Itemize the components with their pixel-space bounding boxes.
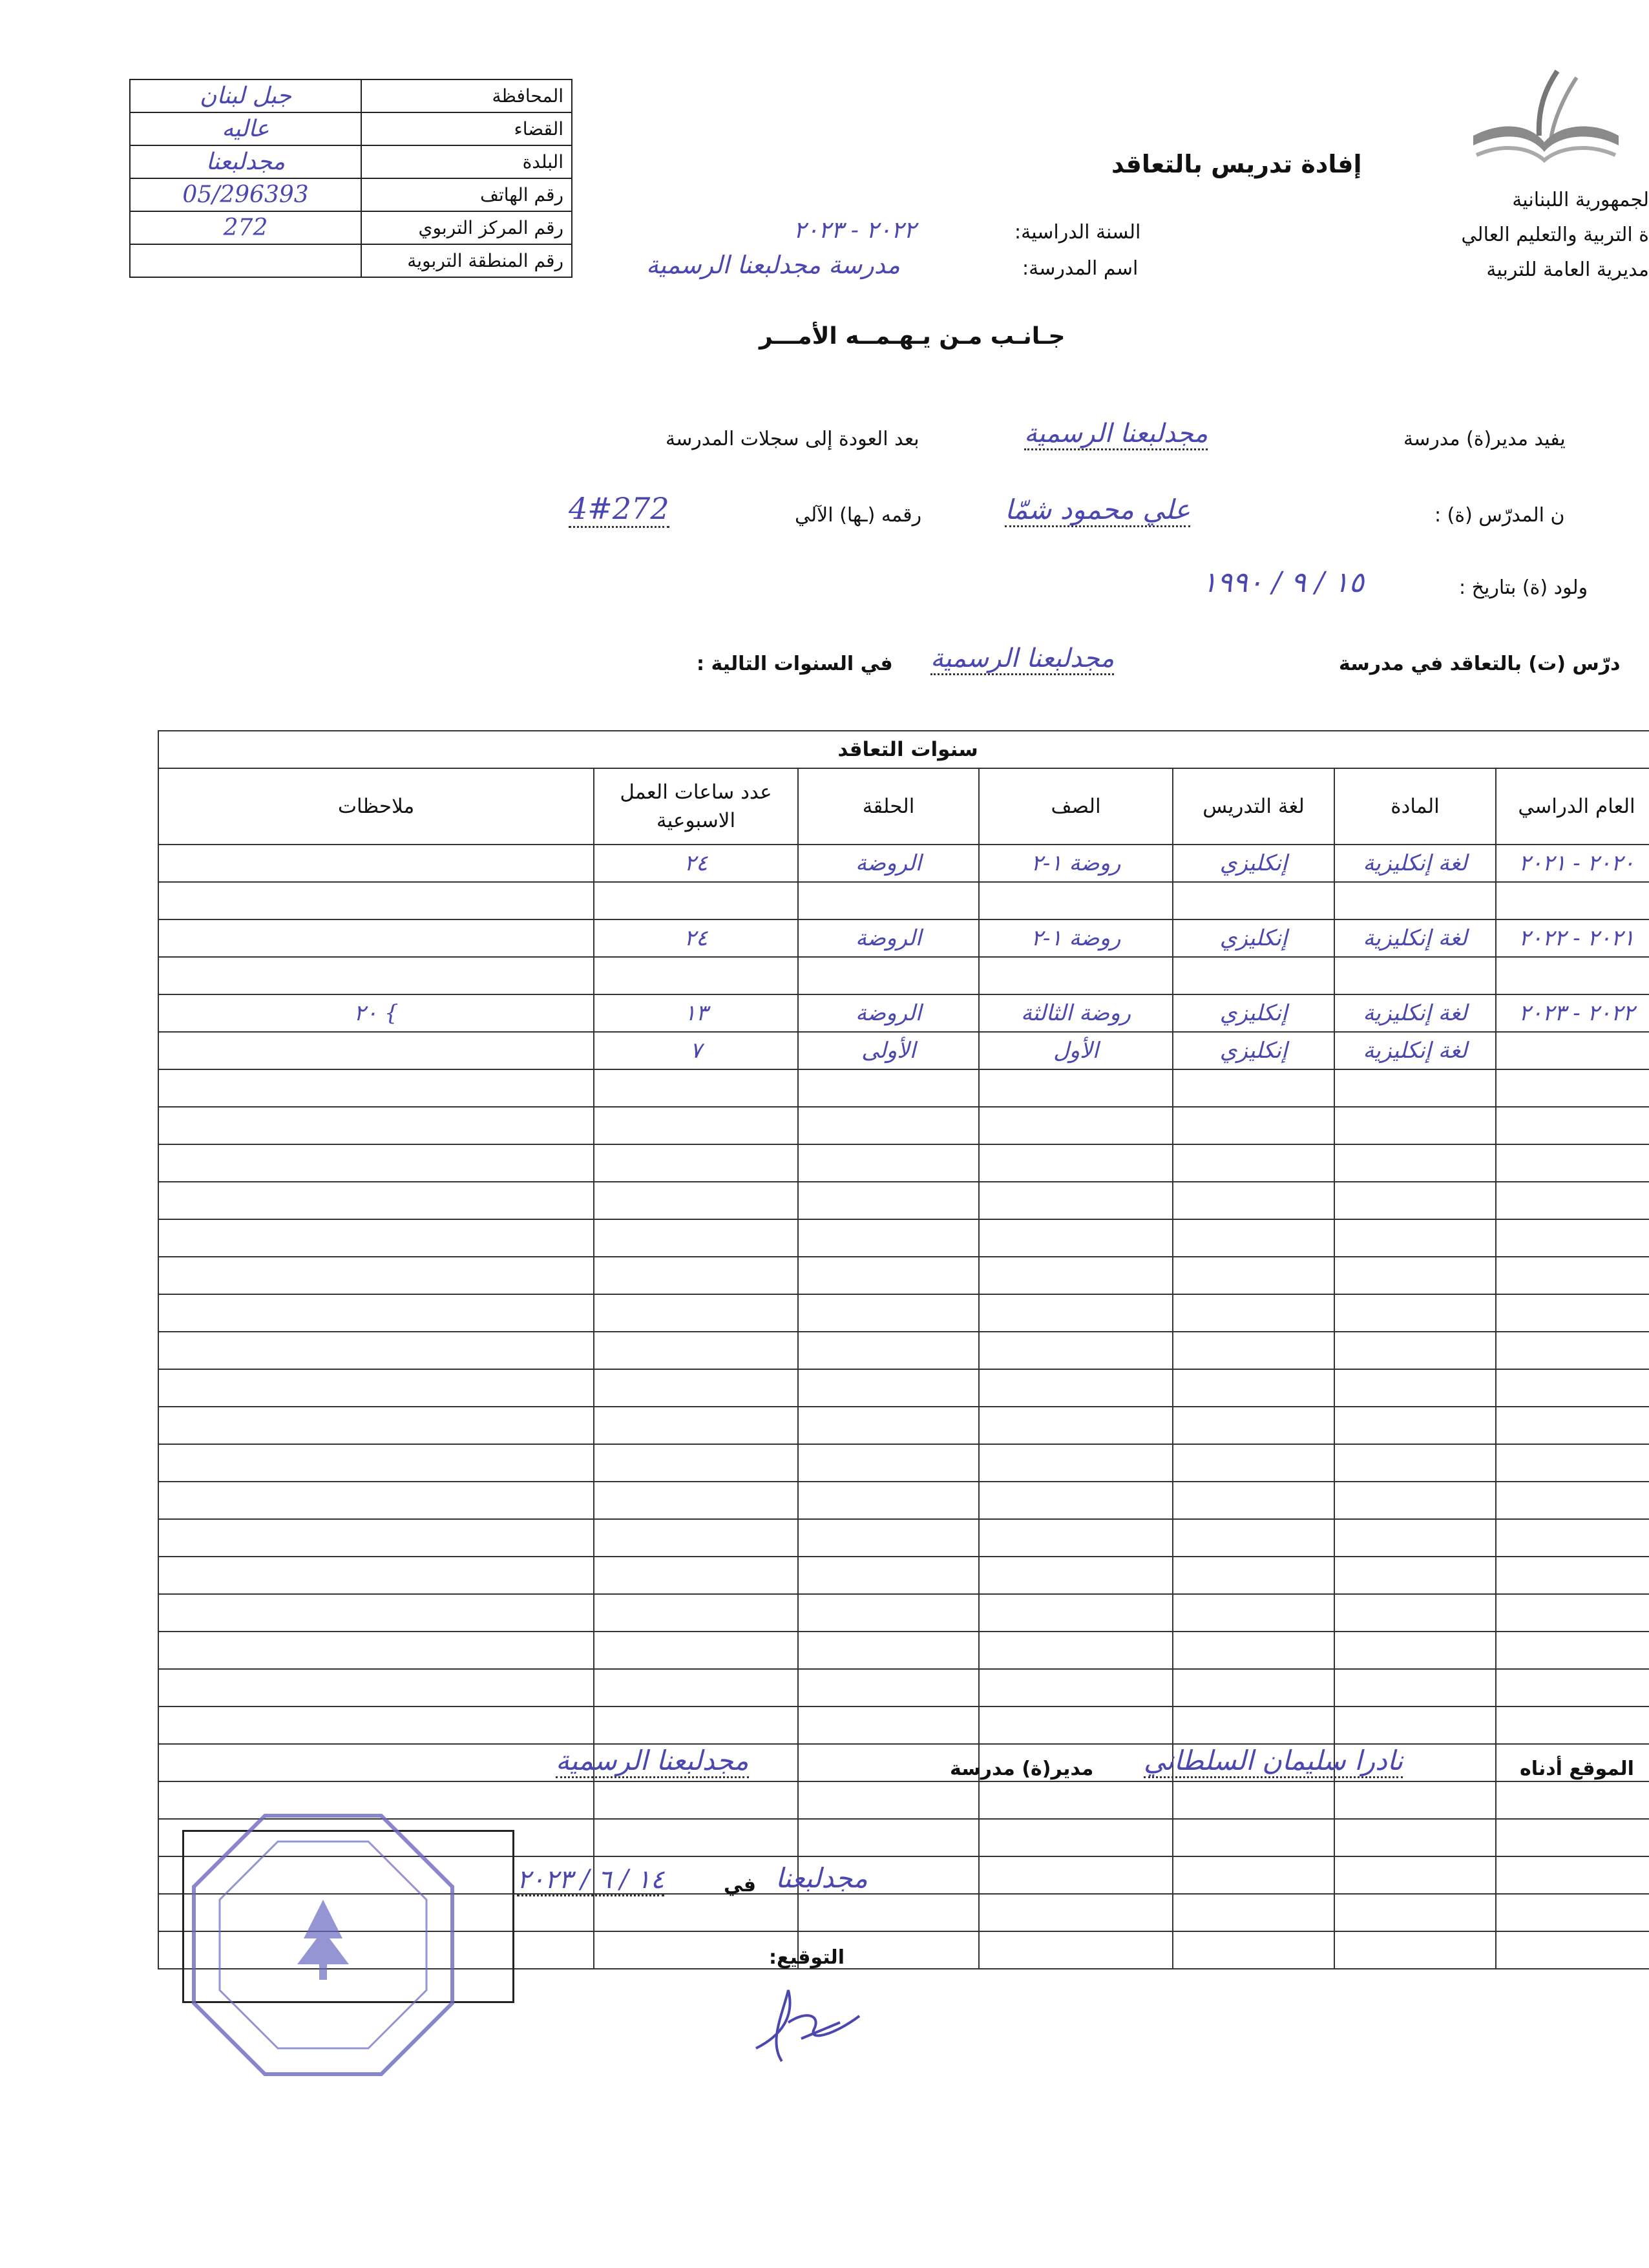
line1-school: مجدلبعنا الرسمية [1024, 419, 1208, 450]
table-cell [1173, 1369, 1334, 1407]
col-header-year: العام الدراسي [1496, 768, 1649, 845]
table-cell [798, 1781, 979, 1819]
table-row [158, 1444, 1649, 1482]
table-cell: ١٣ [594, 994, 798, 1032]
table-cell [594, 1557, 798, 1594]
table-cell [798, 1444, 979, 1482]
table-row [158, 957, 1649, 994]
table-cell [979, 1369, 1173, 1407]
table-cell [798, 1219, 979, 1257]
date-label: في [724, 1874, 756, 1896]
table-cell [798, 1819, 979, 1856]
table-cell: ٢٠٢١ - ٢٠٢٢ [1496, 919, 1649, 957]
table-cell [979, 1294, 1173, 1332]
info-value: عاليه [130, 112, 361, 145]
table-row [158, 1706, 1649, 1744]
republic-label: لجمهورية اللبنانية [1512, 189, 1649, 211]
table-cell: إنكليزي [1173, 994, 1334, 1032]
table-cell [1334, 1519, 1496, 1557]
table-cell: ٢٤ [594, 845, 798, 882]
table-cell [1334, 1856, 1496, 1894]
table-cell [158, 1257, 594, 1294]
table-cell [158, 1557, 594, 1594]
table-cell [798, 1519, 979, 1557]
table-cell [1496, 1819, 1649, 1856]
official-stamp-icon [181, 1803, 465, 2087]
table-cell [979, 1706, 1173, 1744]
table-cell [594, 1482, 798, 1519]
table-row [158, 1219, 1649, 1257]
table-cell [1334, 1107, 1496, 1144]
table-cell [798, 1706, 979, 1744]
table-cell [594, 1706, 798, 1744]
table-cell [594, 1444, 798, 1482]
table-cell [594, 1294, 798, 1332]
table-cell [798, 1669, 979, 1706]
directorate-label: مديرية العامة للتربية [1486, 258, 1649, 281]
place-value: مجدلبعنا [775, 1862, 868, 1894]
table-cell [1496, 1781, 1649, 1819]
table-cell [158, 1706, 594, 1744]
table-cell [979, 1257, 1173, 1294]
table-cell: الروضة [798, 994, 979, 1032]
table-row [158, 1332, 1649, 1369]
teacher-number: 4#272 [569, 491, 669, 528]
info-value: 05/296393 [130, 178, 361, 211]
table-cell [594, 957, 798, 994]
table-cell [1496, 1032, 1649, 1069]
table-cell [158, 1669, 594, 1706]
col-header-class: الصف [979, 768, 1173, 845]
table-cell [979, 1819, 1173, 1856]
table-cell: إنكليزي [1173, 1032, 1334, 1069]
table-cell [1173, 1894, 1334, 1931]
table-cell: لغة إنكليزية [1334, 845, 1496, 882]
table-cell [1173, 957, 1334, 994]
table-cell [594, 1669, 798, 1706]
table-cell [1496, 1294, 1649, 1332]
table-cell [979, 957, 1173, 994]
table-cell [594, 1931, 798, 1969]
table-cell [1173, 1407, 1334, 1444]
table-cell [1334, 1069, 1496, 1107]
section-heading: جـانـب مـن يـهـمــه الأمـــر [759, 323, 1066, 350]
table-cell [798, 1369, 979, 1407]
table-cell [1496, 1407, 1649, 1444]
table-cell [1496, 1107, 1649, 1144]
table-cell [1496, 1482, 1649, 1519]
table-cell [1334, 1182, 1496, 1219]
table-cell [158, 919, 594, 957]
table-cell [1334, 882, 1496, 919]
table-cell [158, 1594, 594, 1632]
table-cell [1173, 1069, 1334, 1107]
table-row [158, 1557, 1649, 1594]
info-row [130, 211, 572, 244]
table-row [158, 1257, 1649, 1294]
table-row [158, 882, 1649, 919]
table-cell [594, 1407, 798, 1444]
info-value: مجدلبعنا [130, 145, 361, 178]
table-cell [798, 1294, 979, 1332]
table-cell [1496, 1182, 1649, 1219]
table-cell [158, 1444, 594, 1482]
table-row [158, 994, 1649, 1032]
table-cell [979, 1444, 1173, 1482]
table-cell [798, 1894, 979, 1931]
ministry-label: ة التربية والتعليم العالي [1461, 224, 1649, 246]
signer-prefix: الموقع أدناه [1520, 1758, 1634, 1780]
table-cell [158, 1032, 594, 1069]
col-header-cycle: الحلقة [798, 768, 979, 845]
table-row [158, 1482, 1649, 1519]
info-label: رقم المنطقة التربوية [361, 244, 572, 277]
table-cell [1173, 1557, 1334, 1594]
table-cell [798, 1407, 979, 1444]
table-cell [798, 1594, 979, 1632]
info-value [130, 244, 361, 277]
table-cell [1334, 1144, 1496, 1182]
col-header-hours: عدد ساعات العمل الاسبوعية [594, 768, 798, 845]
table-cell [594, 1332, 798, 1369]
table-row [158, 1032, 1649, 1069]
table-cell [158, 957, 594, 994]
table-cell [798, 957, 979, 994]
table-cell [1334, 957, 1496, 994]
table-body [158, 845, 1649, 1969]
table-cell [1496, 1369, 1649, 1407]
table-cell [594, 1819, 798, 1856]
line1-suffix: بعد العودة إلى سجلات المدرسة [666, 428, 919, 450]
line3-prefix: ولود (ة) بتاريخ : [1459, 576, 1588, 599]
table-cell [158, 882, 594, 919]
table-cell [798, 1557, 979, 1594]
table-cell [1173, 1856, 1334, 1894]
teacher-name: علي محمود شمّا [1005, 494, 1190, 527]
signer-name: نادرا سليمان السلطاني [1144, 1745, 1403, 1778]
info-row [130, 244, 572, 277]
table-cell [158, 1144, 594, 1182]
table-cell [594, 1182, 798, 1219]
table-cell: روضة ١-٢ [979, 919, 1173, 957]
table-cell: روضة الثالثة [979, 994, 1173, 1032]
table-cell [1334, 1294, 1496, 1332]
table-cell [1334, 1257, 1496, 1294]
table-cell [594, 1632, 798, 1669]
table-cell: الروضة [798, 845, 979, 882]
school-label: اسم المدرسة: [1022, 257, 1139, 280]
table-cell [594, 1107, 798, 1144]
col-header-language: لغة التدريس [1173, 768, 1334, 845]
table-cell [798, 1632, 979, 1669]
info-value: 272 [130, 211, 361, 244]
table-cell [979, 1332, 1173, 1369]
page-title: إفادة تدريس بالتعاقد [1111, 150, 1362, 178]
table-cell [594, 1257, 798, 1294]
table-cell [594, 1519, 798, 1557]
info-row [130, 178, 572, 211]
table-cell [979, 1107, 1173, 1144]
table-row [158, 1744, 1649, 1781]
table-cell [979, 1632, 1173, 1669]
table-cell [594, 1894, 798, 1931]
table-cell: لغة إنكليزية [1334, 994, 1496, 1032]
table-cell [1173, 1294, 1334, 1332]
table-cell [1334, 1444, 1496, 1482]
year-label: السنة الدراسية: [1014, 221, 1141, 244]
table-cell [594, 1594, 798, 1632]
table-cell [979, 1931, 1173, 1969]
table-cell [1496, 957, 1649, 994]
table-cell [1334, 1482, 1496, 1519]
table-cell [594, 1369, 798, 1407]
table-cell [979, 1219, 1173, 1257]
table-cell: ٢٠٢٢ - ٢٠٢٣ [1496, 994, 1649, 1032]
table-cell [158, 845, 594, 882]
table-cell [1334, 1332, 1496, 1369]
table-cell [158, 1744, 594, 1781]
table-cell [1496, 1856, 1649, 1894]
handwritten-signature [743, 1977, 872, 2068]
table-row [158, 1594, 1649, 1632]
table-cell: إنكليزي [1173, 845, 1334, 882]
table-row [158, 1107, 1649, 1144]
table-cell [1173, 1669, 1334, 1706]
table-cell [1173, 1107, 1334, 1144]
signer-mid: مدير(ة) مدرسة [950, 1758, 1094, 1780]
table-cell [1173, 1257, 1334, 1294]
info-row [130, 112, 572, 145]
table-cell [979, 1594, 1173, 1632]
table-row [158, 845, 1649, 882]
table-cell [1173, 1332, 1334, 1369]
table-cell [1334, 1706, 1496, 1744]
table-cell [1173, 1444, 1334, 1482]
table-row [158, 1144, 1649, 1182]
table-row [158, 1069, 1649, 1107]
table-cell [979, 1069, 1173, 1107]
table-cell: } ٢٠ [158, 994, 594, 1032]
line2-prefix: ن المدرّس (ة) : [1434, 504, 1565, 527]
table-cell [1496, 1594, 1649, 1632]
table-cell [1173, 1632, 1334, 1669]
table-cell [1496, 1669, 1649, 1706]
table-cell [158, 1482, 594, 1519]
year-value: ٢٠٢٢ - ٢٠٢٣ [793, 217, 916, 244]
table-band-header: سنوات التعاقد [158, 731, 1649, 768]
table-cell [979, 1407, 1173, 1444]
table-cell [1173, 1819, 1334, 1856]
table-cell [1496, 882, 1649, 919]
table-row [158, 1407, 1649, 1444]
table-cell [158, 1294, 594, 1332]
table-cell: الأول [979, 1032, 1173, 1069]
table-cell [1334, 1781, 1496, 1819]
table-cell [1496, 1632, 1649, 1669]
table-cell [1173, 882, 1334, 919]
table-cell [1173, 1482, 1334, 1519]
table-cell [1173, 1519, 1334, 1557]
table-cell: لغة إنكليزية [1334, 919, 1496, 957]
table-cell [1173, 1781, 1334, 1819]
table-cell [979, 1781, 1173, 1819]
table-row [158, 1182, 1649, 1219]
table-cell [1496, 1706, 1649, 1744]
table-cell [979, 1482, 1173, 1519]
table-cell [1496, 1069, 1649, 1107]
table-cell [158, 1219, 594, 1257]
table-cell [1173, 1144, 1334, 1182]
table-cell [1334, 1819, 1496, 1856]
table-cell [158, 1519, 594, 1557]
table-cell [798, 1069, 979, 1107]
table-cell [594, 1069, 798, 1107]
table-cell [1173, 1706, 1334, 1744]
line4-prefix: درّس (ت) بالتعاقد في مدرسة [1339, 653, 1621, 675]
school-value: مدرسة مجدلبعنا الرسمية [646, 251, 901, 279]
table-cell [1496, 1519, 1649, 1557]
table-cell: الأولى [798, 1032, 979, 1069]
table-cell: لغة إنكليزية [1334, 1032, 1496, 1069]
table-cell [1496, 1144, 1649, 1182]
table-row [158, 1294, 1649, 1332]
table-cell [1334, 1894, 1496, 1931]
line4-suffix: في السنوات التالية : [697, 653, 893, 675]
signature-label: التوقيع: [769, 1946, 845, 1969]
table-cell [594, 1144, 798, 1182]
table-cell [594, 1781, 798, 1819]
table-cell [798, 1257, 979, 1294]
table-cell [798, 882, 979, 919]
table-cell [1496, 1257, 1649, 1294]
table-cell [158, 1632, 594, 1669]
table-cell [979, 1519, 1173, 1557]
line1-prefix: يفيد مدير(ة) مدرسة [1403, 428, 1566, 450]
table-cell [1496, 1219, 1649, 1257]
table-cell [1496, 1332, 1649, 1369]
info-row [130, 79, 572, 112]
table-row [158, 1632, 1649, 1669]
table-cell [1496, 1557, 1649, 1594]
table-cell [158, 1182, 594, 1219]
table-cell [1334, 1557, 1496, 1594]
table-cell [979, 1144, 1173, 1182]
info-label: القضاء [361, 112, 572, 145]
table-cell [158, 1369, 594, 1407]
info-table [129, 79, 572, 278]
table-cell [1173, 1182, 1334, 1219]
table-cell: الروضة [798, 919, 979, 957]
table-cell [158, 1107, 594, 1144]
table-cell [158, 1069, 594, 1107]
table-cell: ٢٠٢٠ - ٢٠٢١ [1496, 845, 1649, 882]
table-cell [798, 1107, 979, 1144]
table-cell [1334, 1931, 1496, 1969]
table-cell [798, 1482, 979, 1519]
col-header-subject: المادة [1334, 768, 1496, 845]
table-cell [594, 882, 798, 919]
info-value: جبل لبنان [130, 79, 361, 112]
info-row [130, 145, 572, 178]
table-cell [158, 1407, 594, 1444]
table-cell [979, 882, 1173, 919]
table-cell: إنكليزي [1173, 919, 1334, 957]
signer-school: مجدلبعنا الرسمية [556, 1745, 749, 1778]
table-cell [1496, 1444, 1649, 1482]
date-value: ١٤ / ٦ / ٢٠٢٣ [517, 1865, 664, 1896]
table-cell: ٢٤ [594, 919, 798, 957]
line4-school: مجدلبعنا الرسمية [930, 644, 1114, 675]
table-row [158, 1369, 1649, 1407]
info-label: رقم الهاتف [361, 178, 572, 211]
line2-mid: رقمه (ـها) الآلي [795, 504, 922, 527]
table-cell: روضة ١-٢ [979, 845, 1173, 882]
table-cell [1334, 1369, 1496, 1407]
table-row [158, 919, 1649, 957]
table-cell [979, 1894, 1173, 1931]
table-cell [979, 1856, 1173, 1894]
table-cell [594, 1219, 798, 1257]
table-cell [1334, 1669, 1496, 1706]
birth-date: ١٥ / ٩ / ١٩٩٠ [1202, 566, 1365, 599]
table-cell [1334, 1594, 1496, 1632]
table-row [158, 1669, 1649, 1706]
table-cell [1334, 1219, 1496, 1257]
table-cell [798, 1332, 979, 1369]
table-cell [1173, 1594, 1334, 1632]
table-cell [1173, 1219, 1334, 1257]
ministry-logo-icon [1467, 58, 1622, 168]
table-cell [158, 1332, 594, 1369]
table-cell [1496, 1894, 1649, 1931]
contract-years-table [158, 730, 1649, 1969]
col-header-notes: ملاحظات [158, 768, 594, 845]
table-cell [979, 1669, 1173, 1706]
table-cell [1173, 1931, 1334, 1969]
table-cell [979, 1182, 1173, 1219]
table-cell [798, 1182, 979, 1219]
table-cell [1496, 1931, 1649, 1969]
table-cell [1334, 1632, 1496, 1669]
table-cell [798, 1144, 979, 1182]
table-cell [1334, 1407, 1496, 1444]
info-label: رقم المركز التربوي [361, 211, 572, 244]
table-row [158, 1519, 1649, 1557]
table-cell: ٧ [594, 1032, 798, 1069]
info-label: البلدة [361, 145, 572, 178]
table-cell [979, 1557, 1173, 1594]
info-label: المحافظة [361, 79, 572, 112]
